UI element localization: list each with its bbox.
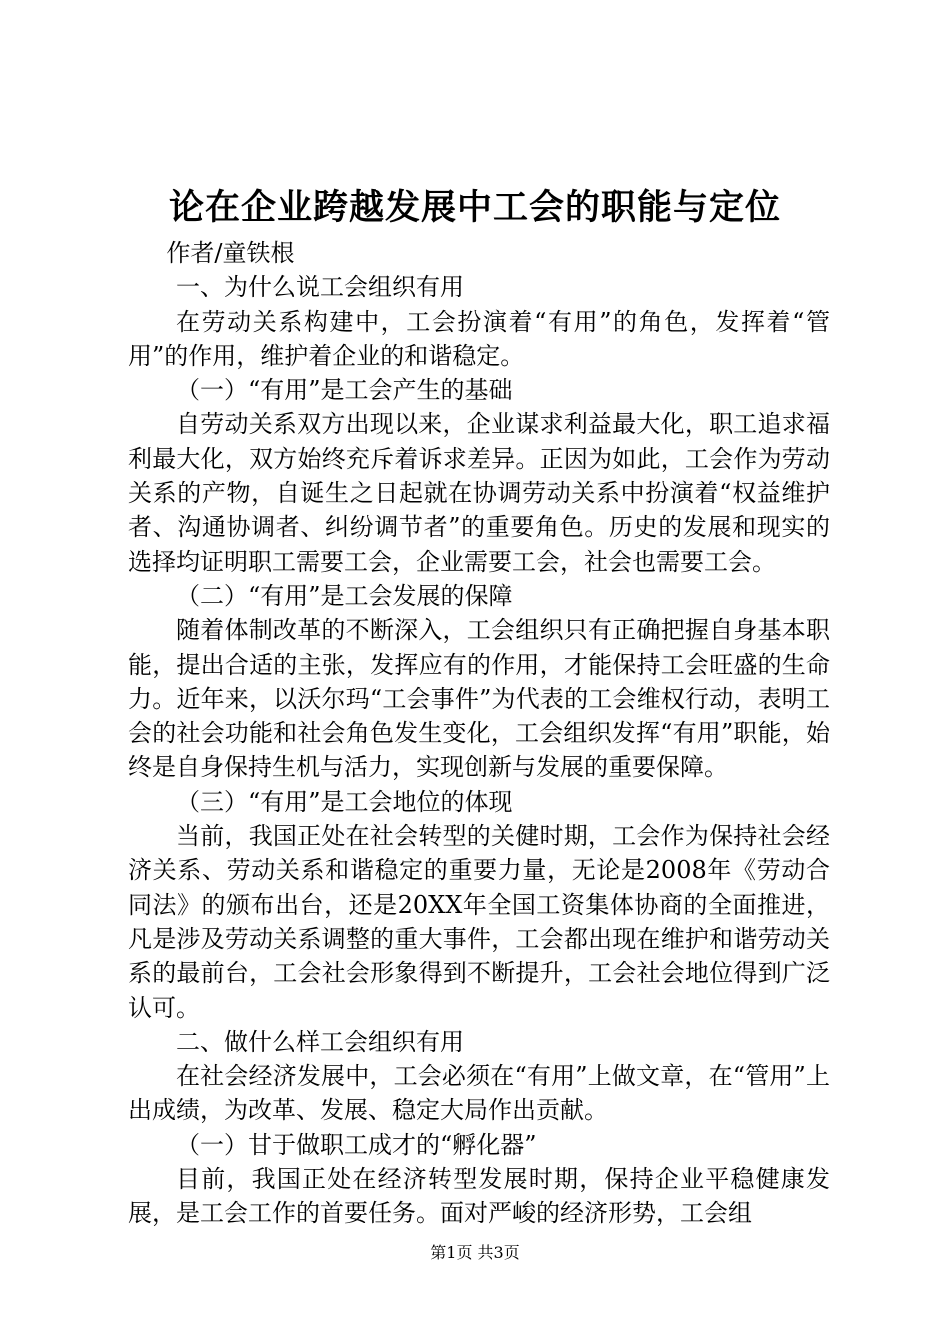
document-title: 论在企业跨越发展中工会的职能与定位: [168, 187, 781, 228]
body-paragraph: 随着体制改革的不断深入，工会组织只有正确把握自身基本职能，提出合适的主张，发挥应有的作用，才能保持工会旺盛的生命力。近年来，以沃尔玛“工会事件”为代表的工会维权行动，表明工会的社会功能和社会角色发生变化，工会组织发挥“有用”职能，始终是自身保持生机与活力，实现创新与发展的重要保障。: [128, 616, 830, 782]
body-paragraph: 当前，我国正处在社会转型的关健时期，工会作为保持社会经济关系、劳动关系和谐稳定的重要力量，无论是2008年《劳动合同法》的颁布出台，还是20XX年全国工资集体协商的全面推进，凡是涉及劳动关系调整的重大事件，工会都出现在维护和谐劳动关系的最前台，工会社会形象得到不断提升，工会社会地位得到广泛认可。: [128, 822, 830, 1022]
body-paragraph: 目前，我国正处在经济转型发展时期，保持企业平稳健康发展，是工会工作的首要任务。面对严峻的经济形势，工会组: [128, 1165, 830, 1228]
section-heading: 二、做什么样工会组织有用: [176, 1027, 464, 1056]
body-paragraph: 在社会经济发展中，工会必须在“有用”上做文章，在“管用”上出成绩，为改革、发展、稳定大局作出贡献。: [128, 1062, 830, 1125]
subsection-heading: （一）“有用”是工会产生的基础: [176, 376, 513, 405]
page-indicator: 第1页 共3页: [430, 1243, 520, 1262]
subsection-heading: （一）甘于做职工成才的“孵化器”: [176, 1130, 537, 1159]
body-paragraph: 自劳动关系双方出现以来，企业谋求利益最大化，职工追求福利最大化，双方始终充斥着诉求差异。正因为如此，工会作为劳动关系的产物，自诞生之日起就在协调劳动关系中扮演着“权益维护者、沟通协调者、纠纷调节者”的重要角色。历史的发展和现实的选择均证明职工需要工会，企业需要工会，社会也需要工会。: [128, 410, 830, 576]
body-paragraph: 在劳动关系构建中，工会扮演着“有用”的角色，发挥着“管用”的作用，维护着企业的和谐稳定。: [128, 307, 830, 370]
page-footer: [0, 1242, 950, 1264]
subsection-heading: （三）“有用”是工会地位的体现: [176, 787, 513, 816]
author-line: 作者/童铁根: [166, 239, 295, 267]
document-body: [128, 236, 830, 1231]
subsection-heading: （二）“有用”是工会发展的保障: [176, 581, 513, 610]
section-heading: 一、为什么说工会组织有用: [176, 273, 464, 302]
